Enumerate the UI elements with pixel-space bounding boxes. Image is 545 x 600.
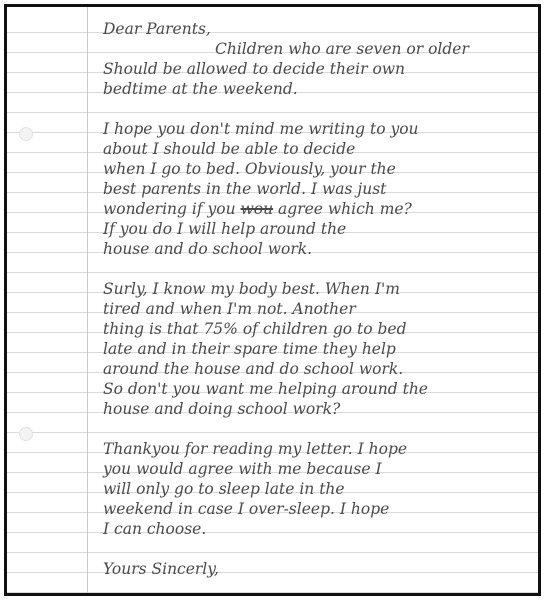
salutation: Dear Parents,: [103, 20, 211, 38]
paragraph-line: Thankyou for reading my letter. I hope: [103, 440, 408, 458]
paragraph-text: wondering if you: [103, 200, 236, 218]
struck-out-word: wou: [240, 200, 274, 218]
paragraph-line: If you do I will help around the: [103, 220, 347, 238]
letter-title-line: bedtime at the weekend.: [103, 80, 298, 98]
paragraph-line: tired and when I'm not. Another: [103, 300, 356, 318]
paragraph-line: when I go to bed. Obviously, your the: [103, 160, 396, 178]
paragraph-line: weekend in case I over-sleep. I hope: [103, 500, 390, 518]
document-frame: [4, 4, 541, 596]
paragraph-line: will only go to sleep late in the: [103, 480, 345, 498]
punch-hole: [19, 427, 33, 441]
paragraph-line: about I should be able to decide: [103, 140, 356, 158]
closing: Yours Sincerly,: [103, 560, 219, 578]
paragraph-gap: [103, 539, 531, 559]
lined-paper: [7, 7, 538, 593]
paragraph-line: house and do school work.: [103, 240, 313, 258]
letter-title-line: Should be allowed to decide their own: [103, 60, 406, 78]
punch-hole: [19, 127, 33, 141]
paragraph-gap: [103, 419, 531, 439]
paragraph-line: I hope you don't mind me writing to you: [103, 120, 419, 138]
letter-title-line: Children who are seven or older: [215, 40, 469, 58]
paragraph-gap: [103, 99, 531, 119]
paragraph-gap: [103, 259, 531, 279]
paragraph-line: around the house and do school work.: [103, 360, 404, 378]
paragraph-line: Surly, I know my body best. When I'm: [103, 280, 400, 298]
paragraph-line: house and doing school work?: [103, 400, 341, 418]
paragraph-line: you would agree with me because I: [103, 460, 382, 478]
paragraph-line: I can choose.: [103, 520, 207, 538]
paragraph-line: thing is that 75% of children go to bed: [103, 320, 407, 338]
paragraph-text: agree which me?: [278, 200, 412, 218]
handwritten-letter: [103, 19, 531, 579]
margin-line: [87, 7, 88, 593]
paragraph-line: [103, 199, 531, 219]
paragraph-line: best parents in the world. I was just: [103, 180, 387, 198]
paragraph-line: So don't you want me helping around the: [103, 380, 428, 398]
paragraph-line: late and in their spare time they help: [103, 340, 396, 358]
